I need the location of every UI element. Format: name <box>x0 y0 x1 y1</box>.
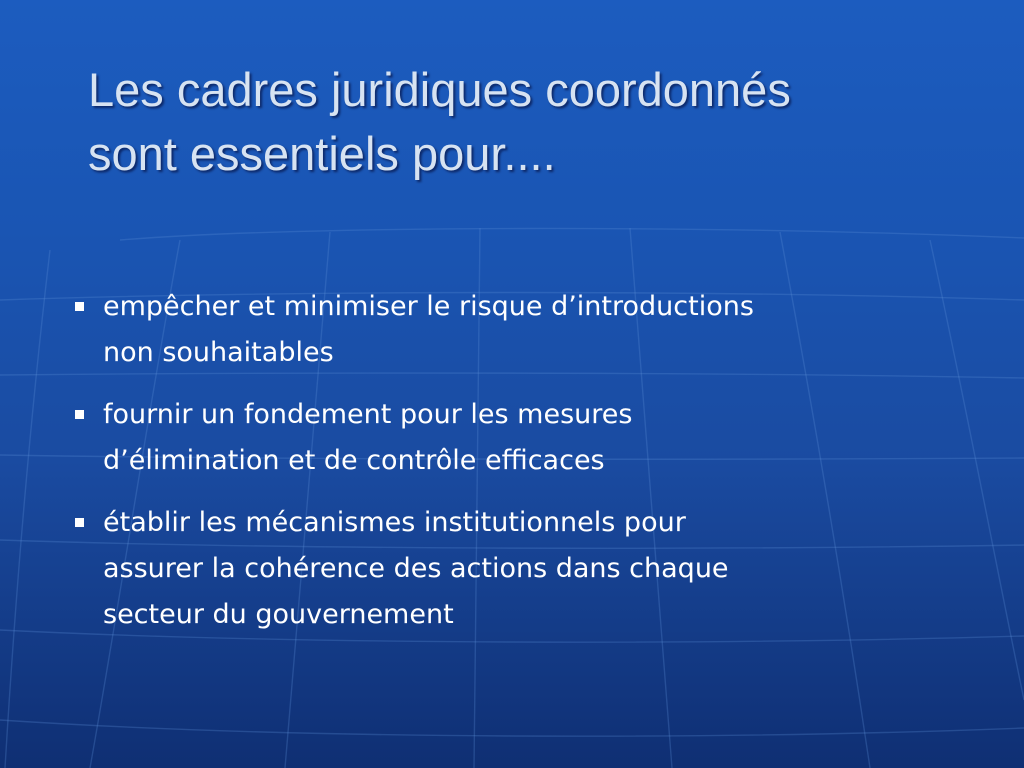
bullet-item-3-line-1: établir les mécanismes institutionnels pour <box>103 507 686 538</box>
square-bullet-icon <box>75 410 84 419</box>
square-bullet-icon <box>75 518 84 527</box>
bullet-list <box>72 284 972 654</box>
bullet-item-2 <box>72 392 972 484</box>
bullet-item-1-line-2: non souhaitables <box>103 337 334 368</box>
bullet-item-2-text <box>103 392 972 484</box>
bullet-item-2-line-1: fournir un fondement pour les mesures <box>103 399 633 430</box>
bullet-item-1 <box>72 284 972 376</box>
bullet-item-1-line-1: empêcher et minimiser le risque d’introductions <box>103 291 754 322</box>
slide-title-line-2: sont essentiels pour.... <box>88 127 556 180</box>
square-bullet-icon <box>75 302 84 311</box>
bullet-item-3-line-3: secteur du gouvernement <box>103 599 454 630</box>
slide-title-line-1: Les cadres juridiques coordonnés <box>88 63 791 116</box>
bullet-item-3-line-2: assurer la cohérence des actions dans chaque <box>103 553 729 584</box>
bullet-item-1-text <box>103 284 972 376</box>
slide-title <box>88 58 988 186</box>
bullet-item-3 <box>72 500 972 638</box>
bullet-item-2-line-2: d’élimination et de contrôle efficaces <box>103 445 605 476</box>
bullet-item-3-text <box>103 500 972 638</box>
